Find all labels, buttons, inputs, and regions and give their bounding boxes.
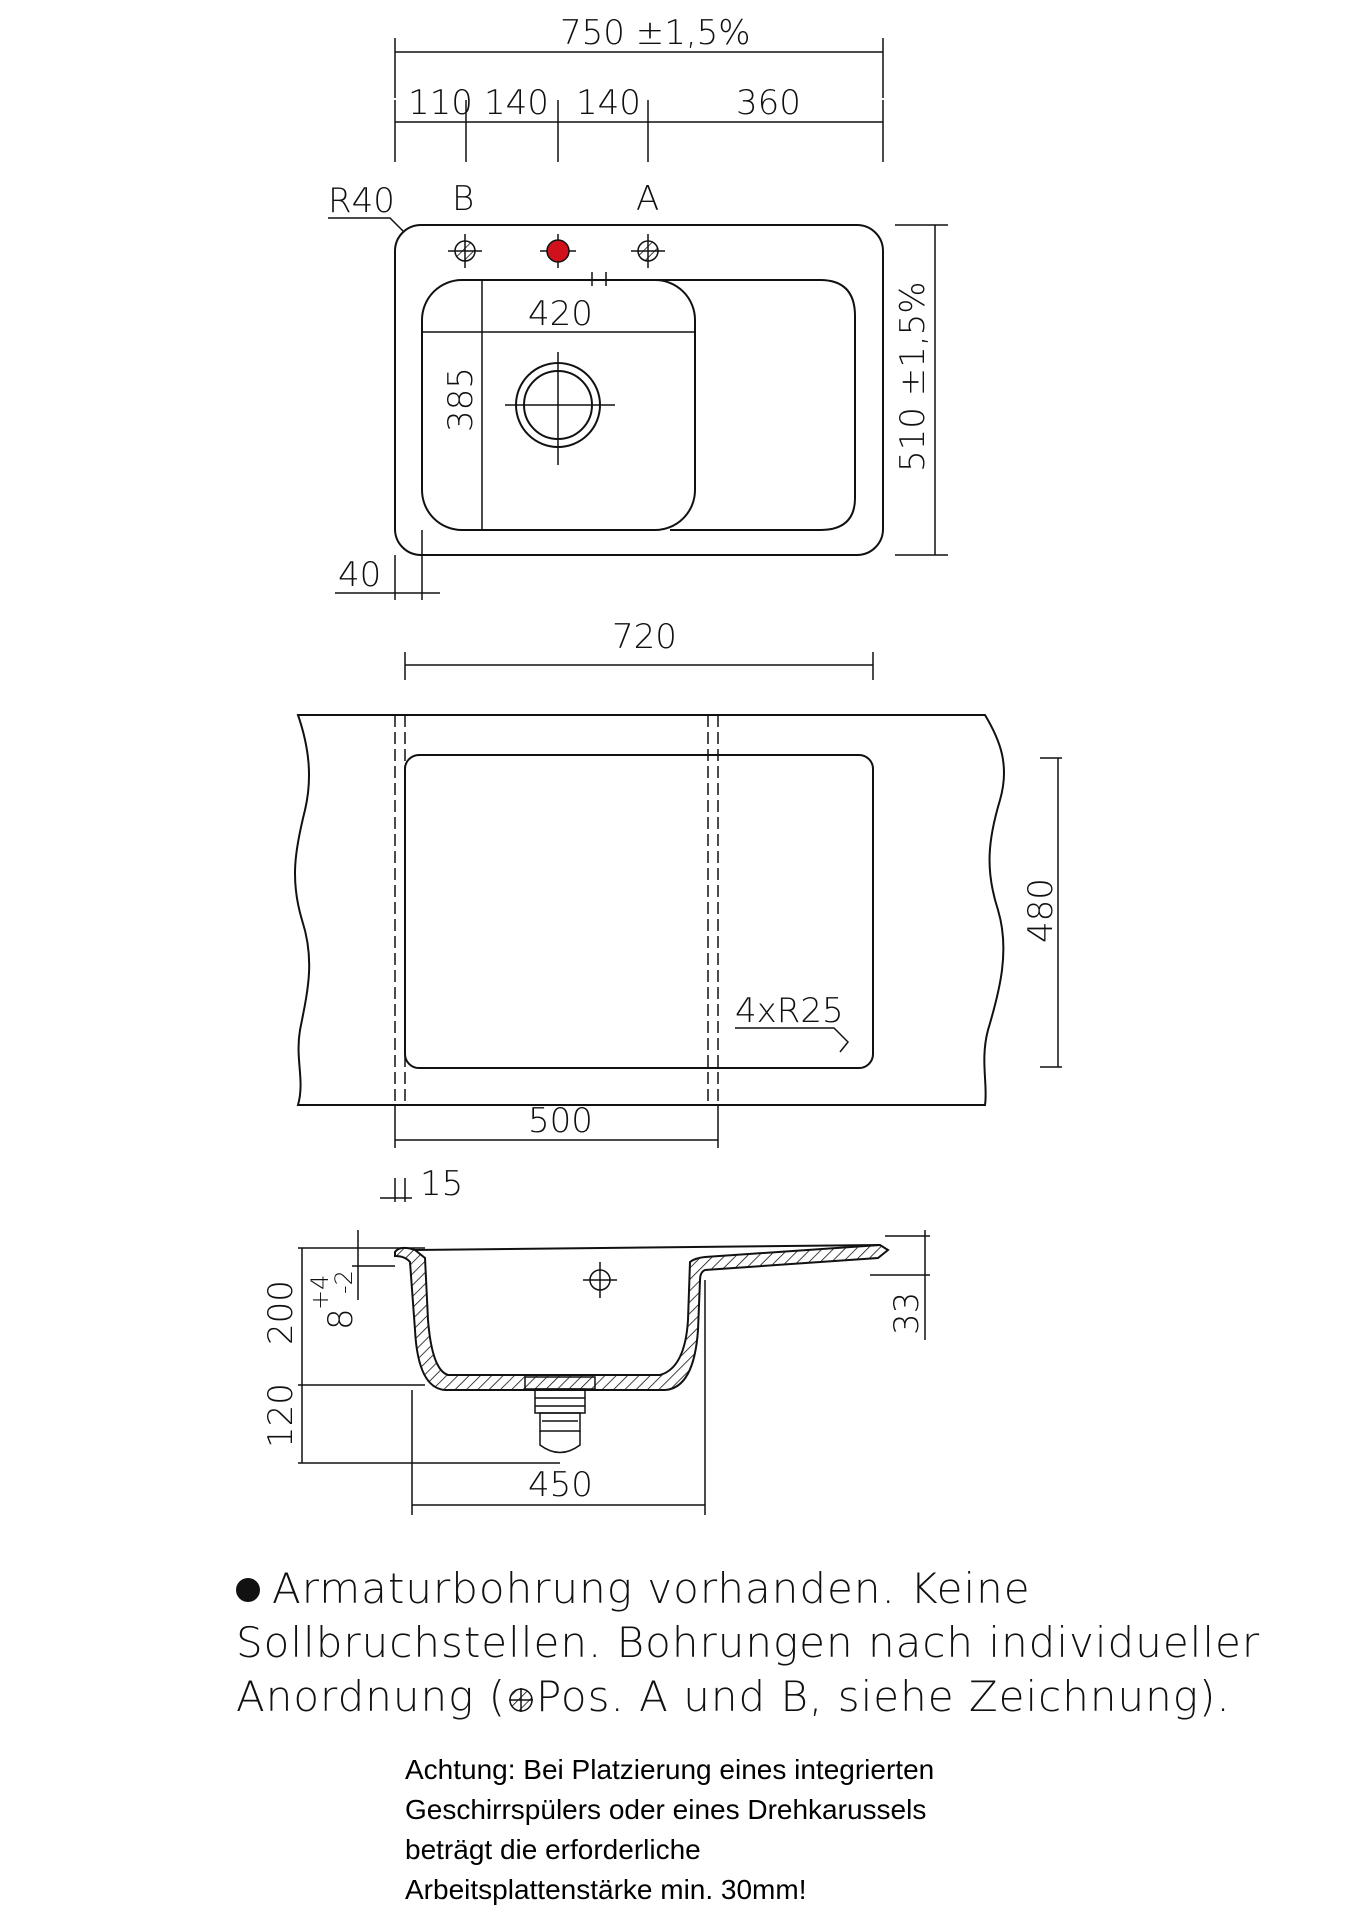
drainer-height-label: 33 <box>887 1291 927 1335</box>
tap-hole-a-icon <box>631 234 665 268</box>
note-line-1 <box>236 1562 1236 1616</box>
seg-140a-label: 140 <box>484 83 549 123</box>
drain-depth-label: 120 <box>261 1383 301 1448</box>
cutout-bottom-width-label: 500 <box>528 1101 593 1141</box>
note-line-1-text: Armaturbohrung vorhanden. Keine <box>272 1564 1031 1613</box>
warning-line-4: Arbeitsplattenstärke min. 30mm! <box>405 1874 807 1905</box>
drain-fitting-icon <box>525 1377 595 1453</box>
seg-140b-label: 140 <box>576 83 641 123</box>
tol-minus-label: -2 <box>330 1270 358 1294</box>
tap-hole-b-icon <box>448 234 482 268</box>
worktop-outline <box>295 715 1004 1105</box>
worktop-warning <box>405 1750 1105 1910</box>
note-line-2: Sollbruchstellen. Bohrungen nach individueller <box>236 1618 1261 1667</box>
seg-360-label: 360 <box>736 83 801 123</box>
note-line-3a: Anordnung ( <box>236 1672 507 1721</box>
tol-plus-label: +4 <box>306 1274 334 1310</box>
tap-hole-center-icon <box>540 234 576 268</box>
hole-b-label: B <box>452 179 475 219</box>
edge-offset-label: 40 <box>338 555 382 595</box>
overall-depth-label: 510 ±1,5% <box>893 281 933 472</box>
section-bowl-width-label: 450 <box>528 1465 593 1505</box>
cutout-top-width-label: 720 <box>612 617 677 657</box>
warning-line-2: Geschirrspülers oder eines Drehkarussels <box>405 1794 927 1825</box>
hole-a-label: A <box>636 179 660 219</box>
section-tap-hole-icon <box>583 1262 617 1298</box>
drilling-note <box>236 1562 1261 1724</box>
warning-line-1: Achtung: Bei Platzierung eines integrierten <box>405 1754 935 1785</box>
sink-section <box>395 1245 888 1390</box>
bowl-depth-label: 385 <box>441 367 481 432</box>
hatched-hole-icon <box>508 1687 534 1713</box>
overall-width-label: 750 ±1,5% <box>560 13 751 53</box>
section-view <box>261 1164 930 1515</box>
cutout-depth-label: 480 <box>1021 878 1061 943</box>
rim-label: 15 <box>420 1164 464 1204</box>
tolerance-label: 8 <box>321 1308 361 1330</box>
cutout-view <box>295 617 1062 1148</box>
filled-circle-icon <box>236 1578 260 1602</box>
cutout-radius-label: 4xR25 <box>735 991 844 1031</box>
top-view <box>328 13 948 600</box>
warning-line-3: beträgt die erforderliche <box>405 1834 701 1865</box>
note-line-3 <box>236 1670 1236 1724</box>
note-line-3b: Pos. A und B, siehe Zeichnung). <box>536 1672 1231 1721</box>
seg-110-label: 110 <box>408 83 473 123</box>
corner-radius-label: R40 <box>328 181 395 221</box>
section-bowl-depth-label: 200 <box>261 1280 301 1345</box>
bowl-width-label: 420 <box>528 294 593 334</box>
drain-icon <box>505 352 615 465</box>
